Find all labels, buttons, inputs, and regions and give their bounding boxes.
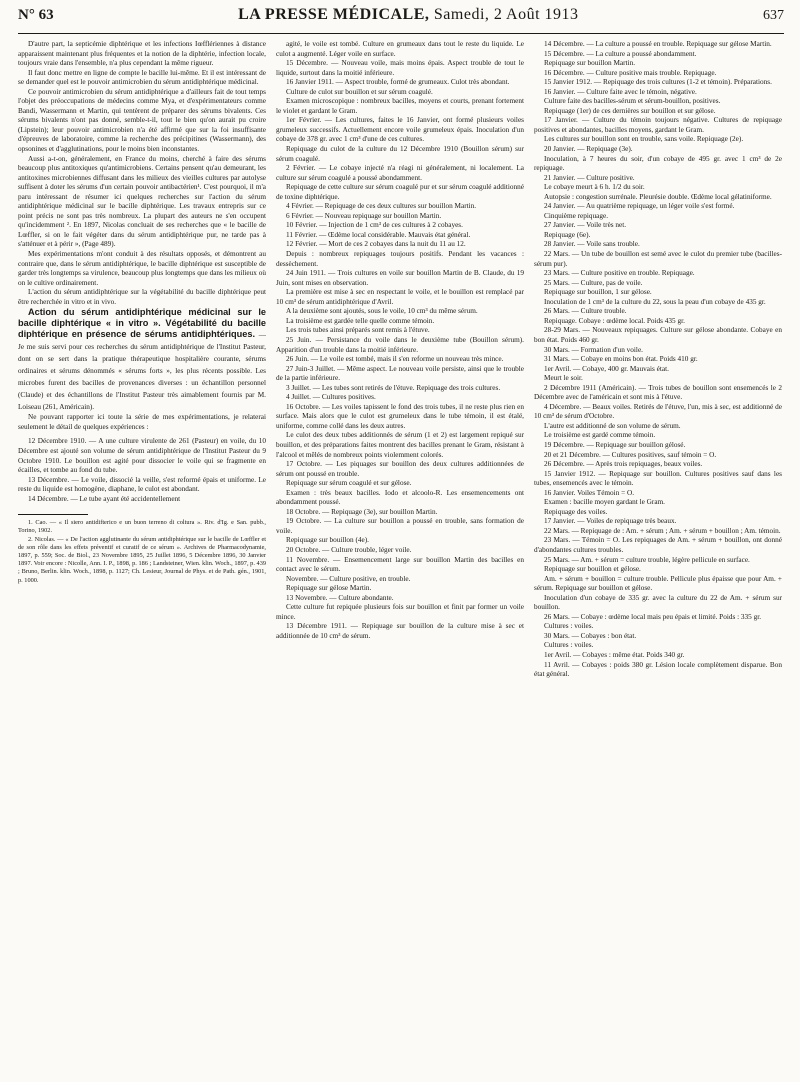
section-paragraph: Ne pouvant rapporter ici toute la série de mes expérimentations, je relaterai seulement le détail de quelques expériences : (18, 413, 266, 431)
experiment-entry: 11 Novembre. — Ensemencement large sur bouillon Martin des bacilles en contact avec le sérum. (276, 555, 524, 574)
experiment-entry: 14 Décembre. — La culture a poussé en trouble. Repiquage sur gélose Martin. (544, 40, 772, 48)
experiment-entry: Repiquage sur bouillon, 1 sur gélose. (544, 288, 652, 297)
experiment-entry: 19 Décembre. — Repiquage sur bouillon gélosé. (544, 440, 686, 449)
experiment-entry: Repiquage sur bouillon et gélose. (544, 565, 641, 574)
text-columns (18, 40, 784, 1080)
journal-title (238, 6, 578, 24)
experiment-entry: 16 Janvier. — Culture faite avec le témoin, négative. (544, 87, 697, 96)
experiment-entry: 2 Décembre 1911 (Américain). — Trois tubes de bouillon sont ensemencés le 2 Décembre avec de l'américain et sont mis à l'étuve. (534, 383, 782, 402)
experiment-entry: 15 Janvier 1912. — Repiquage sur bouillon. Cultures positives sauf dans les tubes, ensemencés avec le témoin. (534, 469, 782, 488)
experiment-entry: 30 Mars. — Formation d'un voile. (544, 345, 643, 354)
experiment-entry: Examen : bacille moyen gardant le Gram. (544, 498, 665, 507)
experiment-entry: 12 Décembre 1910. — A une culture virulente de 261 (Pasteur) en voile, du 10 Décembre est ajouté son volume de sérum antidiphtérique de l'Institut Pasteur du 9 Octobre 1910. Le bouillon est agité pour dissocier le voile qui se fragmente en écailles, et tombe au fond du tube. (18, 437, 266, 475)
journal-name: LA PRESSE MÉDICALE, (238, 6, 430, 23)
experiment-entry: 4 Février. — Repiquage de ces deux cultures sur bouillon Martin. (286, 202, 477, 211)
experiment-entry: Repiquage (6e). (544, 230, 591, 239)
experiment-entry: 20 et 21 Décembre. — Cultures positives, sauf témoin = O. (544, 450, 717, 459)
experiment-entry: Repiquage de cette culture sur sérum coagulé pur et sur sérum coagulé additionné de toxine diphtérique. (276, 183, 524, 201)
experiment-entry: 31 Mars. — Cobaye en moins bon état. Poids 410 gr. (544, 355, 698, 364)
experiment-entry: 16 Janvier 1911. — Aspect trouble, formé de grumeaux. Culot très abondant. (286, 78, 510, 87)
experiment-entry: Repiquage (1er) de ces dernières sur bouillon et sur gélose. (544, 106, 716, 115)
experiment-entry: 1er Avril. — Cobayes : même état. Poids 340 gr. (544, 651, 685, 659)
experiment-entry: Cette culture fut repiquée plusieurs fois sur bouillon et finit par former un voile mince. (276, 603, 524, 621)
section-heading: Action du sérum antidiphtérique médicinal sur le bacille diphtérique « in vitro ». Végétabilité du bacille diphtérique en présence de sérums antidiphtériques. (18, 307, 266, 340)
experiment-entry: Repiquage du culot de la culture du 12 Décembre 1910 (Bouillon sérum) sur sérum coagulé. (276, 145, 524, 163)
experiment-entry: 14 Décembre. — Le tube ayant été accidentellement (28, 494, 181, 503)
experiment-entry: 24 Juin 1911. — Trois cultures en voile sur bouillon Martin de B. Claude, du 19 Juin, sont mises en observation. (276, 269, 524, 287)
experiment-entry: Repiquage sur sérum coagulé et sur gélose. (286, 479, 412, 488)
experiment-entry: 22 Mars. — Repiquage de : Am. + sérum ; Am. + sérum + bouillon ; Am. témoin. (544, 526, 781, 535)
experiment-entry: 16 Décembre. — Culture positive mais trouble. Repiquage. (544, 68, 717, 77)
experiment-entry: Am. + sérum + bouillon = culture trouble. Pellicule plus épaisse que pour Am. + sérum. Repiquage sur bouillon et gélose. (534, 574, 782, 593)
experiment-entry: 16 Octobre. — Les voiles tapissent le fond des trois tubes, il ne reste plus rien en surface. Mais alors que le culot est grumeleux dans le tube témoin, il est étalé, uniforme, comme collé dans les deux autres. (276, 402, 524, 430)
experiment-entry: Repiquage. Cobaye : œdème local. Poids 435 gr. (544, 316, 685, 325)
experiment-entry: 6 Février. — Nouveau repiquage sur bouillon Martin. (286, 211, 442, 220)
experiment-entry: 22 Mars. — Un tube de bouillon est semé avec le culot du premier tube (bacilles-sérum pur). (534, 250, 782, 268)
experiment-entry: Inoculation d'un cobaye de 335 gr. avec la culture du 22 de Am. + sérum sur bouillon. (534, 593, 782, 612)
column-1-experiments (18, 437, 266, 504)
experiment-entry: 20 Octobre. — Culture trouble, léger voile. (286, 545, 412, 554)
column-3 (534, 40, 782, 1080)
experiment-entry: Inoculation, à 7 heures du soir, d'un cobaye de 495 gr. avec 1 cm³ de 2e repiquage. (534, 154, 782, 173)
experiment-entry: 16 Janvier. Voiles Témoin = O. (544, 488, 635, 497)
experiment-entry: La première est mise à sec en respectant le voile, et le bouillon est remplacé par 10 cm³ de sérum antidiphtérique d'Avril. (276, 288, 524, 306)
section-title (18, 307, 266, 413)
paragraph: L'action du sérum antidiphtérique sur la végétabilité du bacille diphtérique peut être recherchée in vitro et in vivo. (18, 288, 266, 306)
paragraph: Aussi a-t-on, généralement, en France du moins, cherché à faire des sérums beaucoup plus antitoxiques qu'antimicrobiens. Certains pensent qu'au demeurant, les antitoxines microbiennes diffusant dans les milieux des vieilles cultures par autolyse suffisent à doter les sérums d'un certain pouvoir antibactérien¹. C'est pourquoi, il m'a paru intéressant de résumer ici quelques recherches sur l'action du sérum antidiphtérique médicinal sur le bacille diphtérique. Les travaux entrepris sur ce point précis ne sont pas très nombreux. La plupart des auteurs ne s'en occupent qu'incidemment ². En 1897, Nicolas concluait de ses recherches que « le bacille de Lœffler, si on le fait végéter dans du sérum antidiphtérique pur, ne tarde pas à s'atténuer et à périr », (Page 489). (18, 154, 266, 249)
issue-date: Samedi, 2 Août 1913 (433, 6, 579, 23)
footnote: 1. Cao. — « Il siero antidifterico e un buon terreno di coltura ». Riv. d'Ig. e San. pubb., Torino, 1902. (18, 519, 266, 535)
experiment-entry: Le culot des deux tubes additionnés de sérum (1 et 2) est largement repiqué sur bouillon, et des préparations faites montrent des bacilles prenant le Gram, résistant à l'alcool et mêlés de nombreux points violemment colorés. (276, 431, 524, 459)
experiment-entry: Repiquage sur gélose Martin. (286, 584, 372, 593)
experiment-entry: 23 Mars. — Témoin = O. Les repiquages de Am. + sérum + bouillon, ont donné d'abondantes cultures troubles. (534, 536, 782, 554)
experiment-entry: 23 Mars. — Culture positive en trouble. Repiquage. (544, 269, 695, 278)
experiment-entry: 20 Janvier. — Repiquage (3e). (544, 145, 633, 154)
experiment-entry: Les trois tubes ainsi préparés sont remis à l'étuve. (286, 326, 430, 335)
experiment-entry: 1er Février. — Les cultures, faites le 16 Janvier, ont formé plusieurs voiles grumeleux successifs. Actuellement encore voile grumeleux épais. Inoculation d'un cobaye de 378 gr. avec 1 cm³ d'une de ces cultures. (276, 116, 524, 144)
experiment-entry: 13 Décembre 1911. — Repiquage sur bouillon de la culture mise à sec et additionnée de 10 cm³ de sérum. (276, 622, 524, 640)
experiment-entry: 12 Février. — Mort de ces 2 cobayes dans la nuit du 11 au 12. (286, 240, 466, 249)
experiment-entry: 17 Octobre. — Les piquages sur bouillon des deux cultures additionnées de sérum ont poussé en trouble. (276, 460, 524, 478)
experiment-entry: 25 Juin. — Persistance du voile dans le deuxième tube (Bouillon sérum). Apparition d'un trouble dans la moitié inférieure. (276, 335, 524, 354)
experiment-entry: Cultures : voiles. (544, 622, 594, 631)
experiment-entry: 28-29 Mars. — Nouveaux repiquages. Culture sur gélose abondante. Cobaye en bon état. Poids 460 gr. (534, 326, 782, 344)
paragraph: Il faut donc mettre en ligne de compte le bacille lui-même. Et il est intéressant de se demander quel est le pouvoir antimicrobien du sérum antidiphtérique médicinal. (18, 68, 266, 87)
experiment-entry: 4 Décembre. — Beaux voiles. Retirés de l'étuve, l'un, mis à sec, est additionné de 10 cm³ de sérum d'Octobre. (534, 402, 782, 421)
experiment-entry: 3 Juillet. — Les tubes sont retirés de l'étuve. Repiquage des trois cultures. (286, 383, 501, 392)
experiment-entry: 27 Janvier. — Voile très net. (544, 221, 627, 230)
footnotes (18, 519, 266, 585)
experiment-entry: La troisième est gardée telle quelle comme témoin. (286, 316, 435, 325)
experiment-entry: 15 Décembre. — La culture a poussé abondamment. (544, 49, 697, 58)
experiment-entry: Autopsie : congestion surrénale. Pleurésie double. Œdème local gélatiniforme. (544, 192, 772, 201)
experiment-entry: 21 Janvier. — Culture positive. (544, 173, 635, 182)
experiment-entry: 25 Mars. — Am. + sérum = culture trouble, légère pellicule en surface. (544, 555, 750, 564)
experiment-entry: 13 Novembre. — Culture abondante. (286, 593, 394, 602)
footnote: 2. Nicolas. — « De l'action agglutinante du sérum antidiphtérique sur le bacille de Lœffler et de son rôle dans les effets préventif et curatif de ce sérum ». Archives de Pharmacodynamie, 1897, p. 559; Soc. de Biol., 23 Novembre 1895, 25 Juillet 1896, 5 Décembre 1896, 30 Janvier 1897. Voir encore : Nicolle, Ann. I. P., 1898, p. 186 ; Landsteiner, Wien. klin. Woch., 1897, p. 439 ; Bruno, Berlin. klin. Woch., 1898, p. 1127; Ch. Lesieur, Journal de Phys. et de Path. gén., 1901, p. 1000. (18, 535, 266, 584)
experiment-entry: 4 Juillet. — Cultures positives. (286, 393, 376, 402)
experiment-entry: 17 Janvier. — Culture du témoin toujours négative. Cultures de repiquage positives et abondantes, bacilles moyens, gardant le Gram. (534, 116, 782, 134)
experiment-entry: agité, le voile est tombé. Culture en grumeaux dans tout le reste du liquide. Le culot a augmenté. Léger voile en surface. (276, 40, 524, 58)
experiment-entry: 1er Avril. — Cobaye, 400 gr. Mauvais état. (544, 364, 669, 373)
experiment-entry: Novembre. — Culture positive, en trouble. (286, 574, 411, 583)
experiment-entry: 26 Juin. — Le voile est tombé, mais il s'en reforme un nouveau très mince. (286, 355, 504, 364)
experiment-entry: 11 Février. — Œdème local considérable. Mauvais état général. (286, 230, 471, 239)
experiment-entry: Culture de culot sur bouillon et sur sérum coagulé. (286, 87, 433, 96)
experiment-entry: Repiquage sur bouillon (4e). (286, 536, 369, 545)
footnote-rule (18, 514, 88, 515)
paragraph: Ce pouvoir antimicrobien du sérum antidiphtérique a d'ailleurs fait de tout temps l'objet des préoccupations de médecins comme Mya, et d'expérimentateurs comme Bandi, Wassermann et Martin, qui tentèrent de préparer des sérums bivalents. Ces sérums bivalents n'ont pas donné, semble-t-il, tout le bien qu'on aurait pu croire (Lipstein); leur pouvoir antimicrobien n'a été affirmé que sur la foi insuffisante d'épreuves de laboratoire, comme la recherche des précipitines (Wassermann), des opsonines et d'agglutinations, pour le moins bien inconstantes. (18, 87, 266, 154)
paragraph: Mes expérimentations m'ont conduit à des résultats opposés, et démontrent au contraire que, dans le sérum antidiphtérique, le bacille diphtérique est susceptible de garder très longtemps sa virulence, beaucoup plus longtemps que dans les milieux où on le cultive ordinairement. (18, 250, 266, 287)
page-number-left: N° 63 (18, 7, 54, 23)
experiment-entry: 10 Février. — Injection de 1 cm³ de ces cultures à 2 cobayes. (286, 221, 463, 230)
experiment-entry: 28 Janvier. — Voile sans trouble. (544, 240, 640, 249)
experiment-entry: Repiquage des voiles. (544, 507, 608, 516)
experiment-entry: Depuis : nombreux repiquages toujours positifs. Pendant les vacances : dessèchement. (276, 250, 524, 268)
experiment-entry: 24 Janvier. — Au quatrième repiquage, un léger voile s'est formé. (544, 202, 735, 211)
paragraph: D'autre part, la septicémie diphtérique et les infections Iœfflériennes à distance apparaissent maintenant plus fréquentes et la notion de la diphtérie, infection locale, toujours vraie dans l'ensemble, n'a plus cependant la même rigueur. (18, 40, 266, 68)
experiment-entry: Inoculation de 1 cm³ de la culture du 22, sous la peau d'un cobaye de 435 gr. (544, 297, 766, 306)
experiment-entry: 13 Décembre. — Le voile, dissocié la veille, s'est reformé épais et uniforme. Le reste du liquide est homogène, diaphane, le culot est abondant. (18, 475, 266, 494)
experiment-entry: Cultures : voiles. (544, 641, 594, 650)
experiment-entry: Le troisième est gardé comme témoin. (544, 431, 656, 440)
column-1 (18, 40, 266, 1080)
experiment-entry: 25 Mars. — Culture, pas de voile. (544, 278, 643, 287)
experiment-entry: 17 Janvier. — Voiles de repiquage très beaux. (544, 517, 677, 526)
page-number-right: 637 (763, 8, 784, 23)
experiment-entry: 26 Mars. — Cobaye : œdème local mais peu épais et limité. Poids : 335 gr. (544, 612, 762, 621)
experiment-entry: Meurt le soir. (544, 374, 583, 383)
experiment-entry: 19 Octobre. — La culture sur bouillon a poussé en trouble, sans formation de voile. (276, 517, 524, 535)
experiment-entry: 26 Mars. — Culture trouble. (544, 307, 627, 316)
section-intro: — Je me suis servi pour ces recherches du sérum antidiphtérique de l'Institut Pasteur, dont on se sert dans la pratique thérapeutique hospitalière courante, sérums ordinaires et sérums dénommés « sérums forts », les plus récents possible. Les microbes furent des bacilles de provenances diverses : un échantillon personnel (Claude) et des échantillons de l'Institut Pasteur très aimablement fournis par M. Loiseau (261, Américain). (18, 331, 266, 412)
experiment-entry: A la deuxième sont ajoutés, sous le voile, 10 cm³ du même sérum. (286, 307, 478, 316)
experiment-entry: Le cobaye meurt à 6 h. 1/2 du soir. (544, 183, 645, 192)
experiment-entry: 2 Février. — Le cobaye injecté n'a réagi ni généralement, ni localement. La culture sur sérum coagulé a poussé abondamment. (276, 164, 524, 182)
experiment-entry: Examen microscopique : nombreux bacilles, moyens et courts, prenant fortement le violet et gardant le Gram. (276, 97, 524, 115)
experiment-entry: Culture faite des bacilles-sérum et sérum-bouillon, positives. (544, 97, 721, 106)
column-1-paragraphs (18, 40, 266, 307)
experiment-entry: Repiquage sur bouillon Martin. (544, 59, 636, 68)
experiment-entry: Cinquième repiquage. (544, 211, 609, 220)
experiment-entry: Les cultures sur bouillon sont en trouble, sans voile. Repiquage (2e). (544, 135, 744, 144)
experiment-entry: 30 Mars. — Cobayes : bon état. (544, 631, 637, 640)
experiment-entry: 11 Avril. — Cobayes : poids 380 gr. Lésion locale complètement disparue. Bon état général. (534, 660, 782, 679)
running-header (18, 6, 784, 34)
experiment-entry: 15 Janvier 1912. — Repiquage des trois cultures (1-2 et témoin). Préparations. (544, 78, 772, 87)
experiment-entry: 26 Décembre. — Après trois repiquages, beaux voiles. (544, 460, 703, 469)
experiment-entry: L'autre est additionné de son volume de sérum. (544, 421, 681, 430)
experiment-entry: 18 Octobre. — Repiquage (3e), sur bouillon Martin. (286, 507, 438, 516)
experiment-entry: 15 Décembre. — Nouveau voile, mais moins épais. Aspect trouble de tout le liquide, surtout dans la moitié inférieure. (276, 59, 524, 77)
experiment-entry: Examen : très beaux bacilles. Iodo et alcoolo-R. Les ensemencements ont abondamment poussé. (276, 488, 524, 507)
column-2 (276, 40, 524, 1080)
experiment-entry: 27 Juin-3 Juillet. — Même aspect. Le nouveau voile persiste, ainsi que le trouble de la partie inférieure. (276, 364, 524, 383)
